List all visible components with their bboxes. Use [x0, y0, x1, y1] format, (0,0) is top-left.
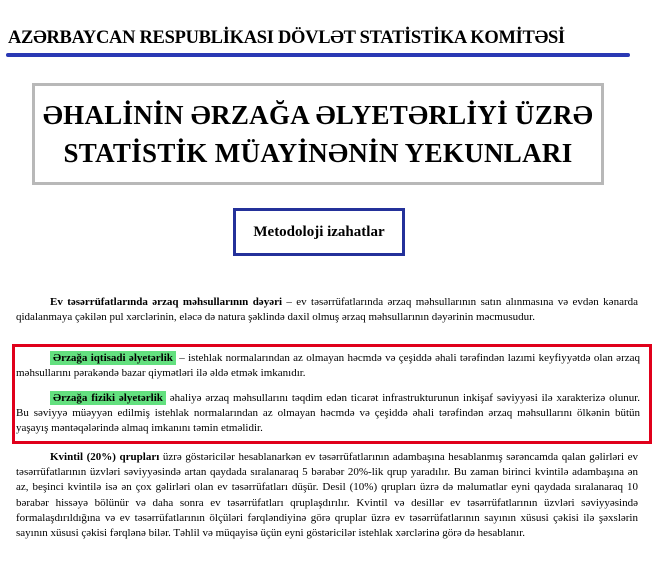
- methodology-section-label: Metodoloji izahatlar: [253, 223, 385, 240]
- report-title-box: [32, 83, 604, 185]
- definition-economic-accessibility: – istehlak normalarından az olmayan həcmdə və çeşiddə əhali tərəfindən lazımi keyfiyyətdə olan ərzaq məhsullarını pərakəndə bazar qiymətləri ilə əldə etmək imkanıdır.: [16, 352, 640, 380]
- report-title-line-2: STATİSTİK MÜAYİNƏNİN YEKUNLARI: [63, 138, 573, 168]
- definition-quintile-groups: üzrə göstəricilər hesablanarkən ev təsərrüfatlarının adambaşına hesablanmış sərəncamda qalan gəlirləri ev təsərrüfatlarının üzvləri səviyyəsində artan qaydada sıralanaraq 5 bərabər 20%-lik qrup yaradılır. Bu zaman birinci kvintilə adambaşına ən az, beşinci kvintilə isə ən çox gəlirləri olan ev təsərrüfatları düşür. Desil (10%) qrupları üzrə də məlumatlar eyni qaydada sıralanaraq 10 bərabər hissəyə bölünür və daha sonra ev təsərrüfatları qruplaşdırılır. Kvintil və desillər ev təsərrüfatlarının üzvləri səviyyəsində formalaşdırıldığına və ev təsərrüfatlarının ölçüləri fərqləndiyinə görə qruplar üzrə ev təsərrüfatlarının sayının xüsusi çəkisi ilə şəxslərin sayının xüsusi çəkisi fərqlənə bilər. Təhlil və müqayisə üçün eyni göstəricilər istehlak xərclərinə görə də hesablanır.: [16, 451, 638, 540]
- methodology-section-box: [233, 208, 405, 256]
- definition-physical-accessibility: əhaliyə ərzaq məhsullarını təqdim edən ticarət infrastrukturunun inkişaf səviyyəsi ilə xarakterizə olunur. Bu səviyyə müəyyən edilmiş istehlak normalarından az olmayan həcmdə və çeşiddə əhali tərəfindən ərzaq məhsullarını ölkənin bütün yaşayış məntəqələrində almaq imkanını təmin etməlidir.: [16, 392, 641, 435]
- organization-header: AZƏRBAYCAN RESPUBLİKASI DÖVLƏT STATİSTİKA KOMİTƏSİ: [8, 28, 565, 48]
- definition-food-products-value: – ev təsərrüfatlarında ərzaq məhsullarının satın alınmasına və evdən kənarda qidalanmaya çəkilən pul xərclərinin, eləcə də natura şəklində daxil olmuş ərzaq məhsullarının dəyərinin məcmusudur.: [16, 296, 638, 324]
- paragraph-food-products-value: [16, 295, 638, 325]
- paragraph-quintile-groups: [16, 450, 638, 541]
- report-title-line-1: ƏHALİNİN ƏRZAĞA ƏLYETƏRLİYİ ÜZRƏ: [42, 100, 594, 130]
- header-underline: [6, 53, 630, 57]
- paragraph-economic-accessibility: [16, 351, 640, 381]
- term-physical-accessibility: Ərzağa fiziki əlyetərlik: [50, 391, 166, 405]
- term-food-products-value: Ev təsərrüfatlarında ərzaq məhsullarının dəyəri: [50, 296, 283, 308]
- term-economic-accessibility: Ərzağa iqtisadi əlyetərlik: [50, 351, 176, 365]
- paragraph-physical-accessibility: [16, 391, 640, 437]
- term-quintile-groups: Kvintil (20%) qrupları: [50, 451, 160, 463]
